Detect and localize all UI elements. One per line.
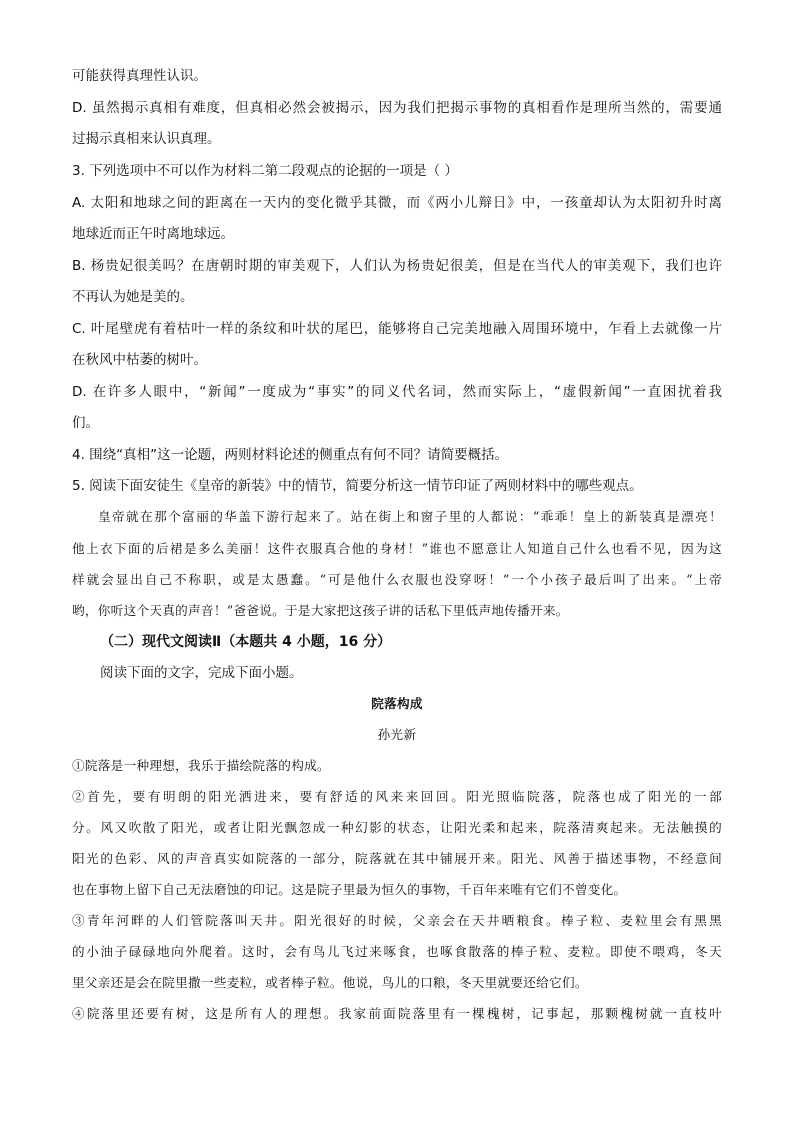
q3-option-a-line-1: A. 太阳和地球之间的距离在一天内的变化微乎其微，而《两小儿辩日》中，一孩童却认为太阳初升时离 [72,195,722,211]
paragraph-3-line-3: 里父亲还是会在院里撒一些麦粒，或者棒子粒。他说，鸟儿的口粮，冬天里就要还给它们。 [72,975,588,990]
q3-option-d-line-1: D. 在许多人眼中，“新闻”一度成为“事实”的同义代名词，然而实际上，“虚假新闻”一直困扰着我 [72,384,722,400]
question-5: 5. 阅读下面安徒生《皇帝的新装》中的情节，简要分析这一情节印证了两则材料中的哪些观点。 [72,478,643,494]
paragraph-2-line-2: 分。风又吹散了阳光，或者让阳光飘忽成一种幻影的状态，让阳光柔和起来，院落清爽起来。无法触摸的 [72,820,722,835]
option-d-line-2: 过揭示真相来认识真理。 [72,131,221,147]
excerpt-line-3: 样就会显出自己不称职，或是太愚蠢。“可是他什么衣服也没穿呀！”一个小孩子最后叫了出来。“上帝 [72,572,722,587]
option-c-continuation: 可能获得真理性认识。 [72,68,207,84]
paragraph-4-line-1: ④院落里还要有树，这是所有人的理想。我家前面院落里有一棵槐树，记事起，那颗槐树就一直枝叶 [72,1006,722,1021]
q3-option-b-line-2: 不再认为她是美的。 [72,289,194,305]
q3-option-b-line-1: B. 杨贵妃很美吗？在唐朝时期的审美观下，人们认为杨贵妃很美，但是在当代人的审美观下，我们也许 [72,258,722,274]
article-author: 孙光新 [377,727,417,742]
question-3: 3. 下列选项中不可以作为材料二第二段观点的论据的一项是（ ） [72,163,458,179]
q3-option-d-line-2: 们。 [72,415,99,431]
article-title: 院落构成 [371,696,423,711]
paragraph-2-line-3: 阳光的色彩、风的声音真实如院落的一部分，院落就在其中铺展开来。阳光、风善于描述事物，不经意间 [72,851,722,866]
paragraph-3-line-1: ③青年河畔的人们管院落叫天井。阳光很好的时候，父亲会在天井晒粮食。棒子粒、麦粒里会有黑黑 [72,913,722,928]
q3-option-a-line-2: 地球近而正午时离地球远。 [72,226,234,242]
q3-option-c-line-2: 在秋风中枯萎的树叶。 [72,352,207,368]
paragraph-2-line-4: 也在事物上留下自己无法磨蚀的印记。这是院子里最为恒久的事物，千百年来唯有它们不曾变化。 [72,882,627,897]
excerpt-line-4: 哟，你听这个天真的声音！”爸爸说。于是大家把这孩子讲的话私下里低声地传播开来。 [72,603,569,618]
q3-option-c-line-1: C. 叶尾壁虎有着枯叶一样的条纹和叶状的尾巴，能够将自己完美地融入周围环境中，乍看上去就像一片 [72,321,722,337]
question-4: 4. 围绕“真相”这一论题，两则材料论述的侧重点有何不同？请简要概括。 [72,447,509,463]
section-heading: （二）现代文阅读Ⅱ（本题共 4 小题，16 分） [100,634,392,650]
reading-instruction: 阅读下面的文字，完成下面小题。 [100,665,303,681]
excerpt-line-1: 皇帝就在那个富丽的华盖下游行起来了。站在街上和窗子里的人都说：“乖乖！皇上的新装真是漂亮！ [98,509,722,524]
paragraph-2-line-1: ②首先，要有明朗的阳光洒进来，要有舒适的风来来回回。阳光照临院落，院落也成了阳光的一部 [72,789,722,804]
excerpt-line-2: 他上衣下面的后裙是多么美丽！这件衣服真合他的身材！”谁也不愿意让人知道自己什么也看不见，因为这 [72,541,722,556]
option-d-line-1: D. 虽然揭示真相有难度，但真相必然会被揭示，因为我们把揭示事物的真相看作是理所当然的，需要通 [72,100,722,116]
paragraph-3-line-2: 的小油子碌碌地向外爬着。这时，会有鸟儿飞过来啄食，也啄食散落的棒子粒、麦粒。即使不喂鸡，冬天 [72,944,722,959]
paragraph-1: ①院落是一种理想，我乐于描绘院落的构成。 [72,758,330,773]
